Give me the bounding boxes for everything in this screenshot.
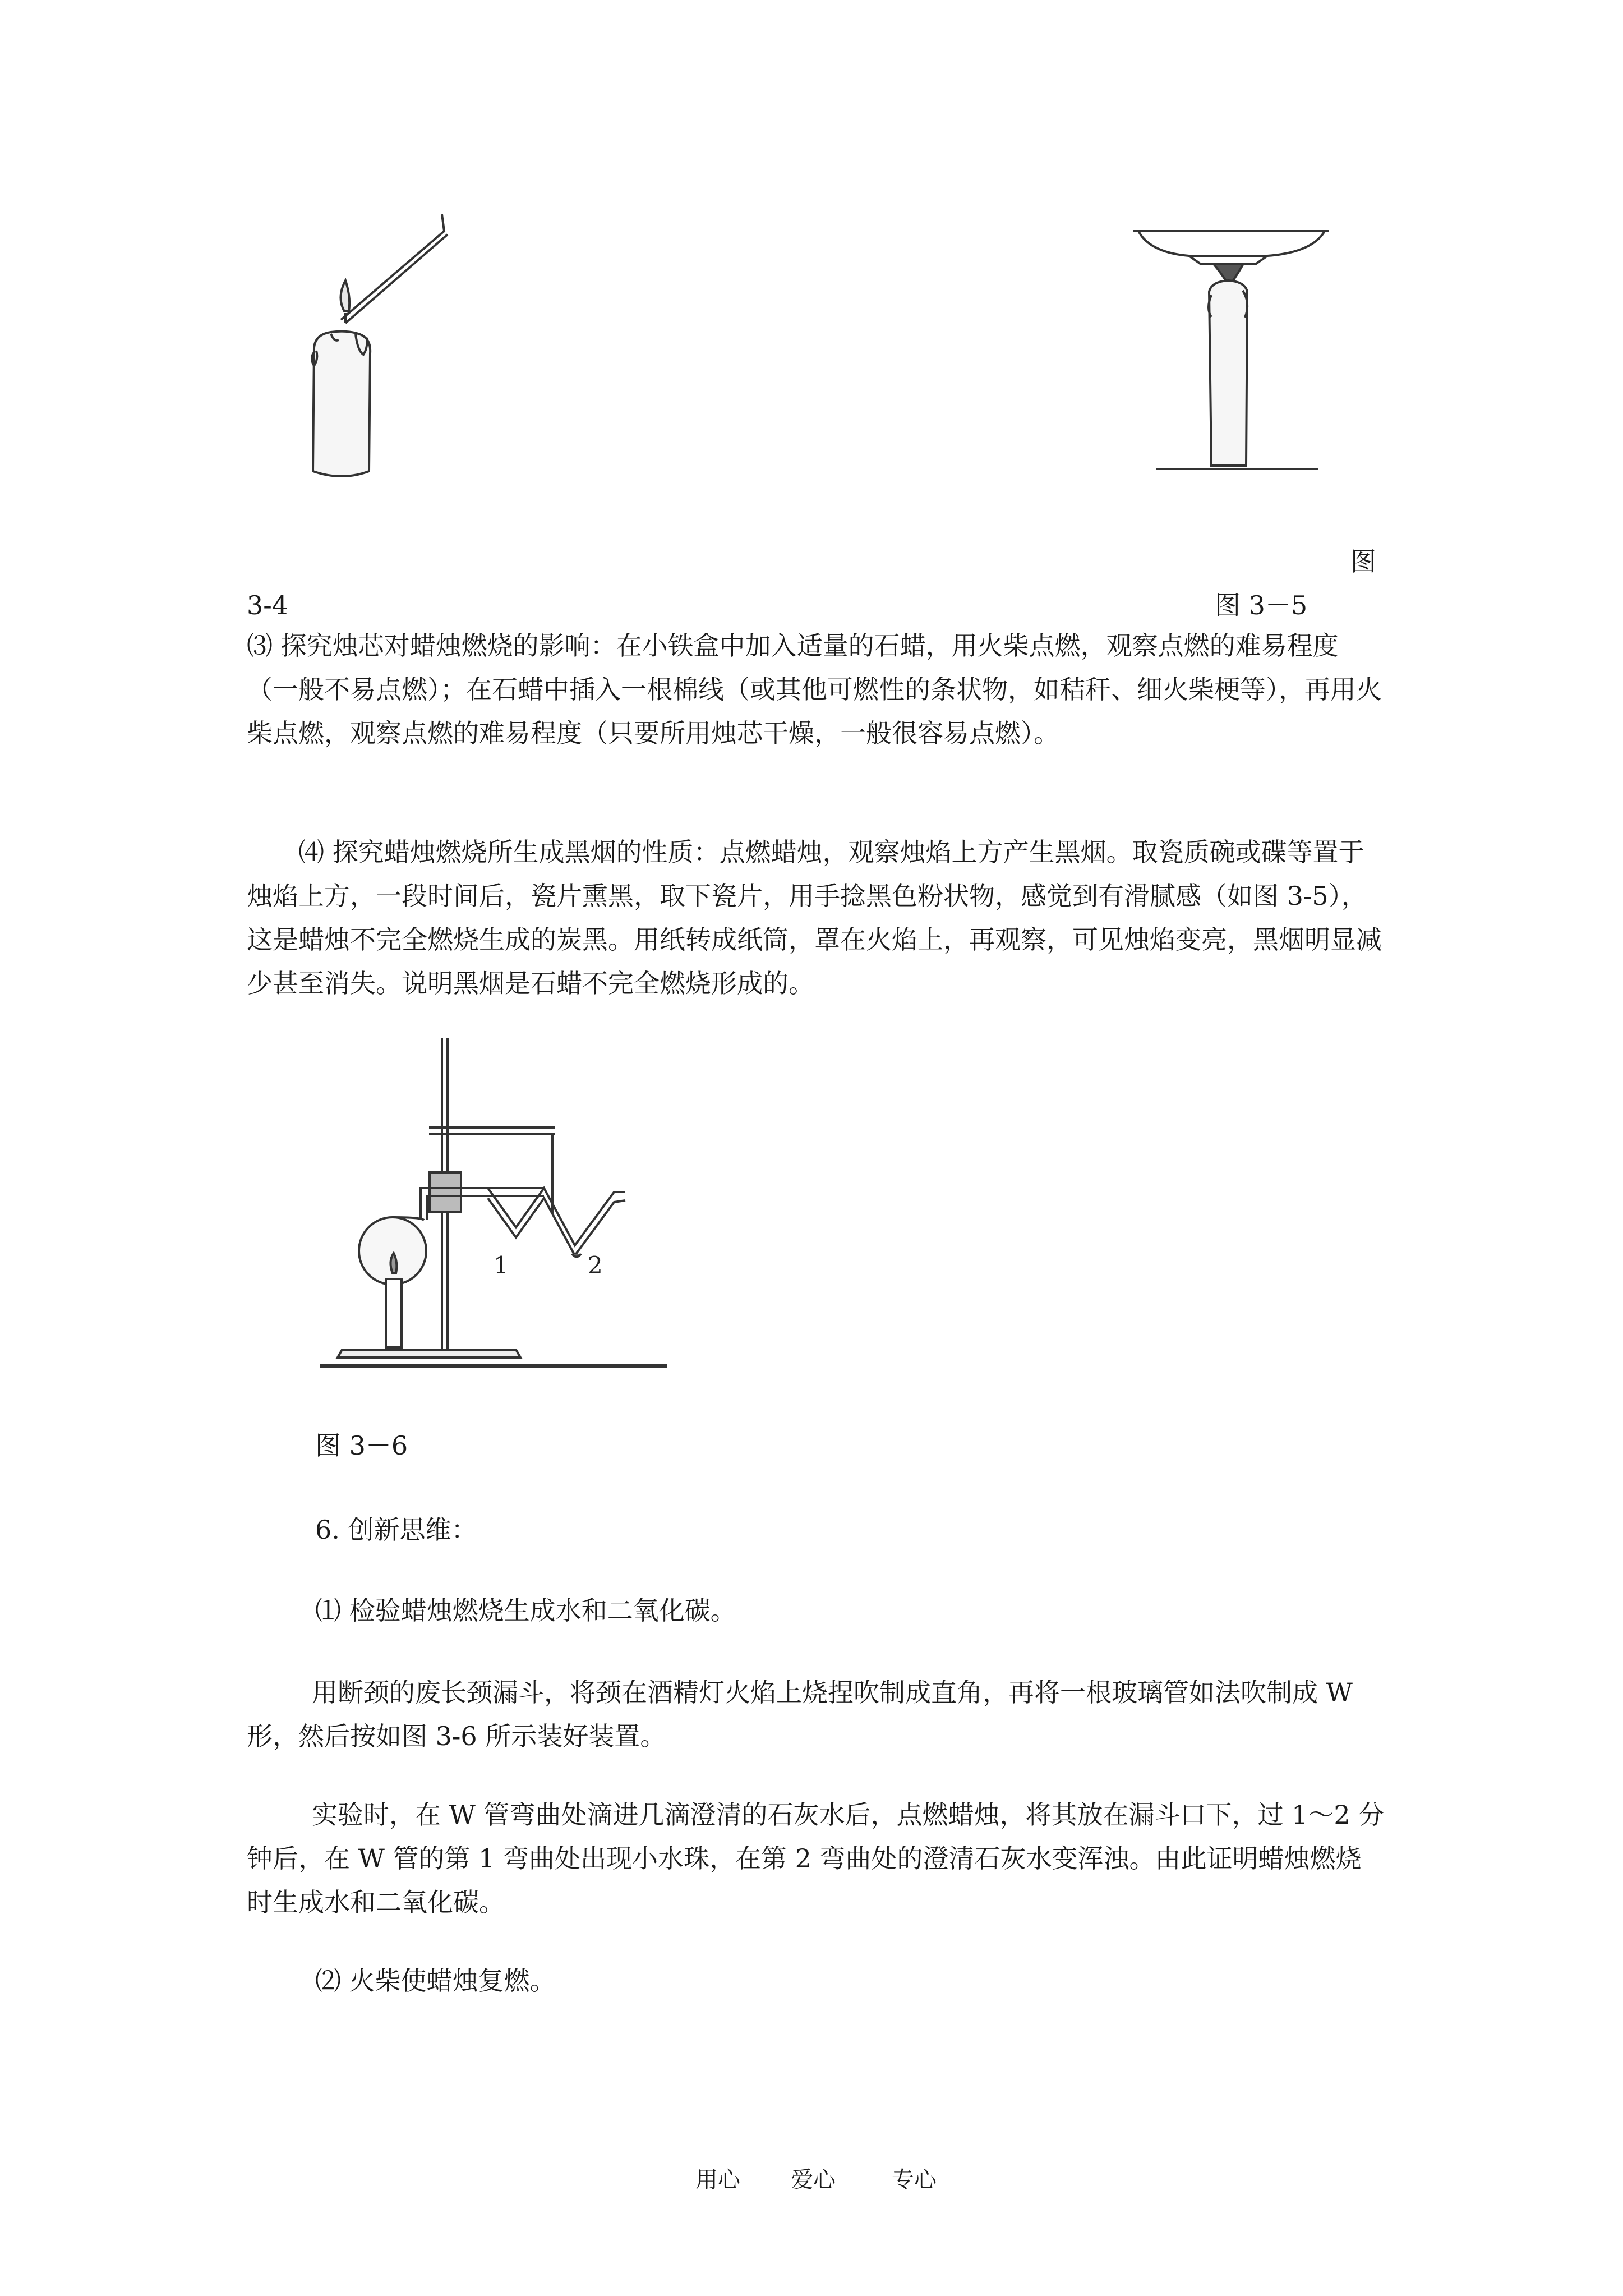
candle-lighting-figure bbox=[297, 208, 465, 477]
section-6-heading: 6. 创新思维： bbox=[315, 1515, 477, 1545]
w-tube-mark-1: 1 bbox=[494, 1251, 509, 1279]
w-tube-mark-2: 2 bbox=[588, 1251, 603, 1279]
figure-3-4-label-part2: 3-4 bbox=[247, 590, 289, 620]
section-6-item-1-result: 实验时，在 W 管弯曲处滴进几滴澄清的石灰水后，点燃蜡烛，将其放在漏斗口下，过 1～2 分钟后，在 W 管的第 1 弯曲处出现小水珠，在第 2 弯曲处的澄清石灰水变浑浊。由此证明蜡烛燃烧时生成水和二氧化碳。 bbox=[247, 1800, 1385, 1917]
saucer-over-candle-figure bbox=[1127, 219, 1340, 482]
section-6-item-1-method: 用断颈的废长颈漏斗，将颈在酒精灯火焰上烧捏吹制成直角，再将一根玻璃管如法吹制成 W 形，然后按如图 3-6 所示装好装置。 bbox=[247, 1677, 1353, 1751]
section-6-item-1: ⑴ 检验蜡烛燃烧生成水和二氧化碳。 bbox=[315, 1595, 736, 1626]
w-tube-apparatus-figure bbox=[308, 1038, 679, 1391]
paragraph-3: ⑶ 探究烛芯对蜡烛燃烧的影响：在小铁盒中加入适量的石蜡，用火柴点燃，观察点燃的难易程度（一般不易点燃）；在石蜡中插入一根棉线（或其他可燃性的条状物，如秸秆、细火柴梗等），再用火柴点燃，观察点燃的难易程度（只要所用烛芯干燥，一般很容易点燃）。 bbox=[247, 631, 1382, 748]
section-6-item-2: ⑵ 火柴使蜡烛复燃。 bbox=[315, 1966, 556, 1996]
figure-3-4-label-part1: 图 bbox=[1350, 546, 1376, 577]
footer-text-2: 爱心 bbox=[791, 2167, 836, 2193]
paragraph-4: ⑷ 探究蜡烛燃烧所生成黑烟的性质：点燃蜡烛，观察烛焰上方产生黑烟。取瓷质碗或碟等置于烛焰上方，一段时间后，瓷片熏黑，取下瓷片，用手捻黑色粉状物，感觉到有滑腻感（如图 3-5），这是蜡烛不完全燃烧生成的炭黑。用纸转成纸筒，罩在火焰上，再观察，可见烛焰变亮，黑烟明显减少甚至消失。说明黑烟是石蜡不完全燃烧形成的。 bbox=[247, 837, 1382, 999]
figure-3-5-label: 图 3－5 bbox=[1215, 590, 1308, 620]
figure-3-6-label: 图 3－6 bbox=[315, 1430, 408, 1461]
footer-text-3: 专心 bbox=[892, 2167, 937, 2193]
footer-text-1: 用心 bbox=[695, 2167, 740, 2193]
